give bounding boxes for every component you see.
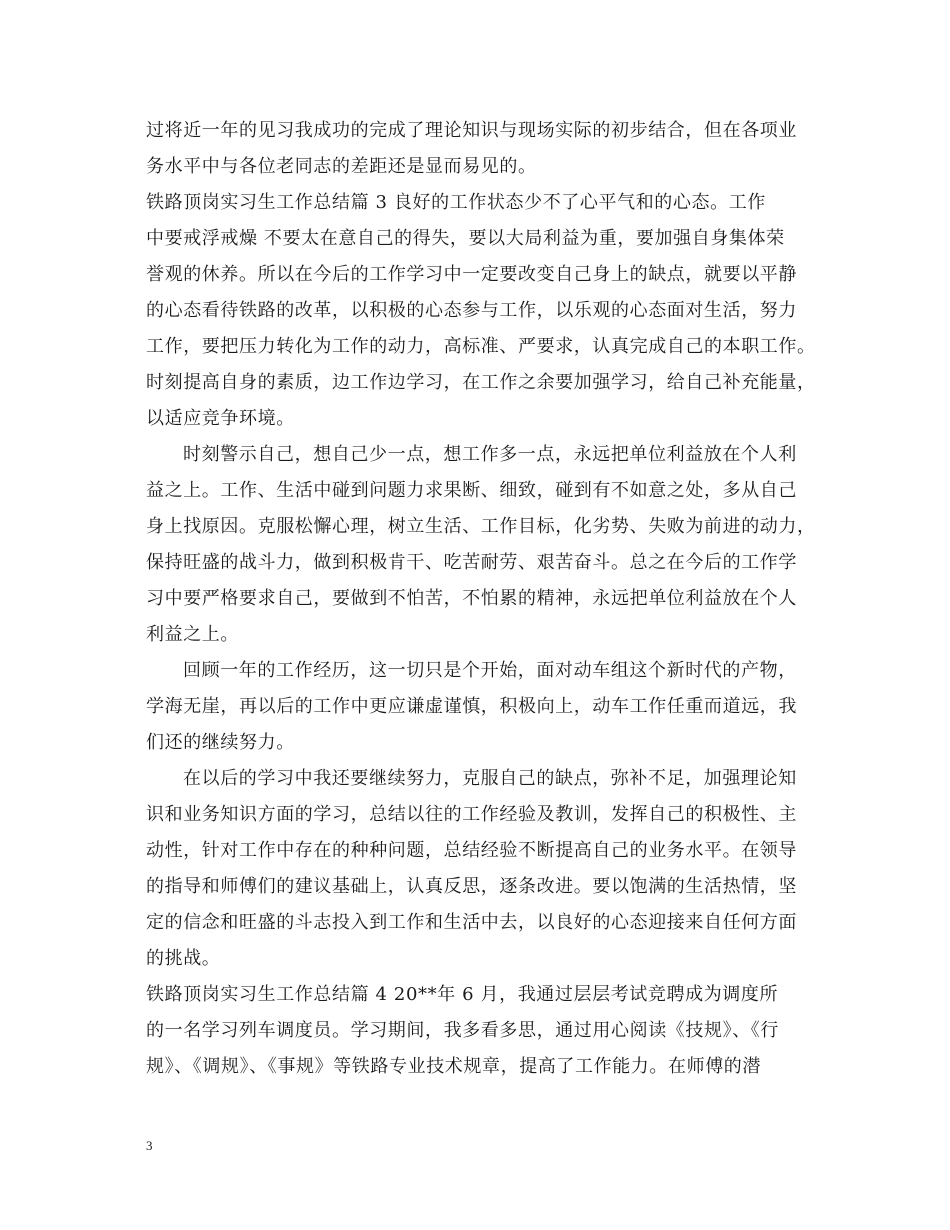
text-line: 的心态看待铁路的改革，以积极的心态参与工作，以乐观的心态面对生活，努力: [146, 300, 797, 321]
paragraph-first-line: 回顾一年的工作经历，这一切只是个开始，面对动车组这个新时代的产物，: [183, 660, 797, 681]
text-line: 们还的继续努力。: [146, 732, 295, 753]
text-line: 习中要严格要求自己，要做到不怕苦，不怕累的精神，永远把单位利益放在个人: [146, 588, 797, 609]
text-line: 以适应竞争环境。: [146, 408, 295, 429]
text-line: 识和业务知识方面的学习，总结以往的工作经验及教训，发挥自己的积极性、主: [146, 804, 797, 825]
text-line: 的挑战。: [146, 948, 221, 969]
paragraph-first-line: 时刻警示自己，想自己少一点，想工作多一点，永远把单位利益放在个人利: [183, 444, 797, 465]
text-line: 学海无崖，再以后的工作中更应谦虚谨慎，积极向上，动车工作任重而道远，我: [146, 696, 797, 717]
text-line: 务水平中与各位老同志的差距还是显而易见的。: [146, 156, 537, 177]
text-line: 规》、《调规》、《事规》等铁路专业技术规章，提高了工作能力。在师傅的潜: [146, 1056, 761, 1077]
text-line: 过将近一年的见习我成功的完成了理论知识与现场实际的初步结合，但在各项业: [146, 120, 797, 141]
text-line: 身上找原因。克服松懈心理，树立生活、工作目标，化劣势、失败为前进的动力，: [146, 516, 816, 537]
text-line: 保持旺盛的战斗力，做到积极肯干、吃苦耐劳、艰苦奋斗。总之在今后的工作学: [146, 552, 797, 573]
section-heading-line: 铁路顶岗实习生工作总结篇 4 20**年 6 月，我通过层层考试竞聘成为调度所: [146, 984, 779, 1005]
paragraph-first-line: 在以后的学习中我还要继续努力，克服自己的缺点，弥补不足，加强理论知: [183, 768, 797, 789]
section-heading-line: 铁路顶岗实习生工作总结篇 3 良好的工作状态少不了心平气和的心态。工作: [146, 192, 766, 213]
page-number: 3: [146, 1138, 153, 1153]
text-line: 动性，针对工作中存在的种种问题，总结经验不断提高自己的业务水平。在领导: [146, 840, 797, 861]
text-line: 工作，要把压力转化为工作的动力，高标准、严要求，认真完成自己的本职工作。: [146, 336, 816, 357]
text-line: 定的信念和旺盛的斗志投入到工作和生活中去，以良好的心态迎接来自任何方面: [146, 912, 797, 933]
text-line: 誉观的休养。所以在今后的工作学习中一定要改变自己身上的缺点，就要以平静: [146, 264, 797, 285]
text-line: 益之上。工作、生活中碰到问题力求果断、细致，碰到有不如意之处，多从自己: [146, 480, 797, 501]
text-line: 时刻提高自身的素质，边工作边学习，在工作之余要加强学习，给自己补充能量，: [146, 372, 816, 393]
text-line: 的一名学习列车调度员。学习期间，我多看多思，通过用心阅读《技规》、《行: [146, 1020, 779, 1041]
text-line: 利益之上。: [146, 624, 239, 645]
text-line: 中要戒浮戒燥 不要太在意自己的得失，要以大局利益为重，要加强自身集体荣: [146, 228, 785, 249]
text-line: 的指导和师傅们的建议基础上，认真反思，逐条改进。要以饱满的生活热情，坚: [146, 876, 797, 897]
